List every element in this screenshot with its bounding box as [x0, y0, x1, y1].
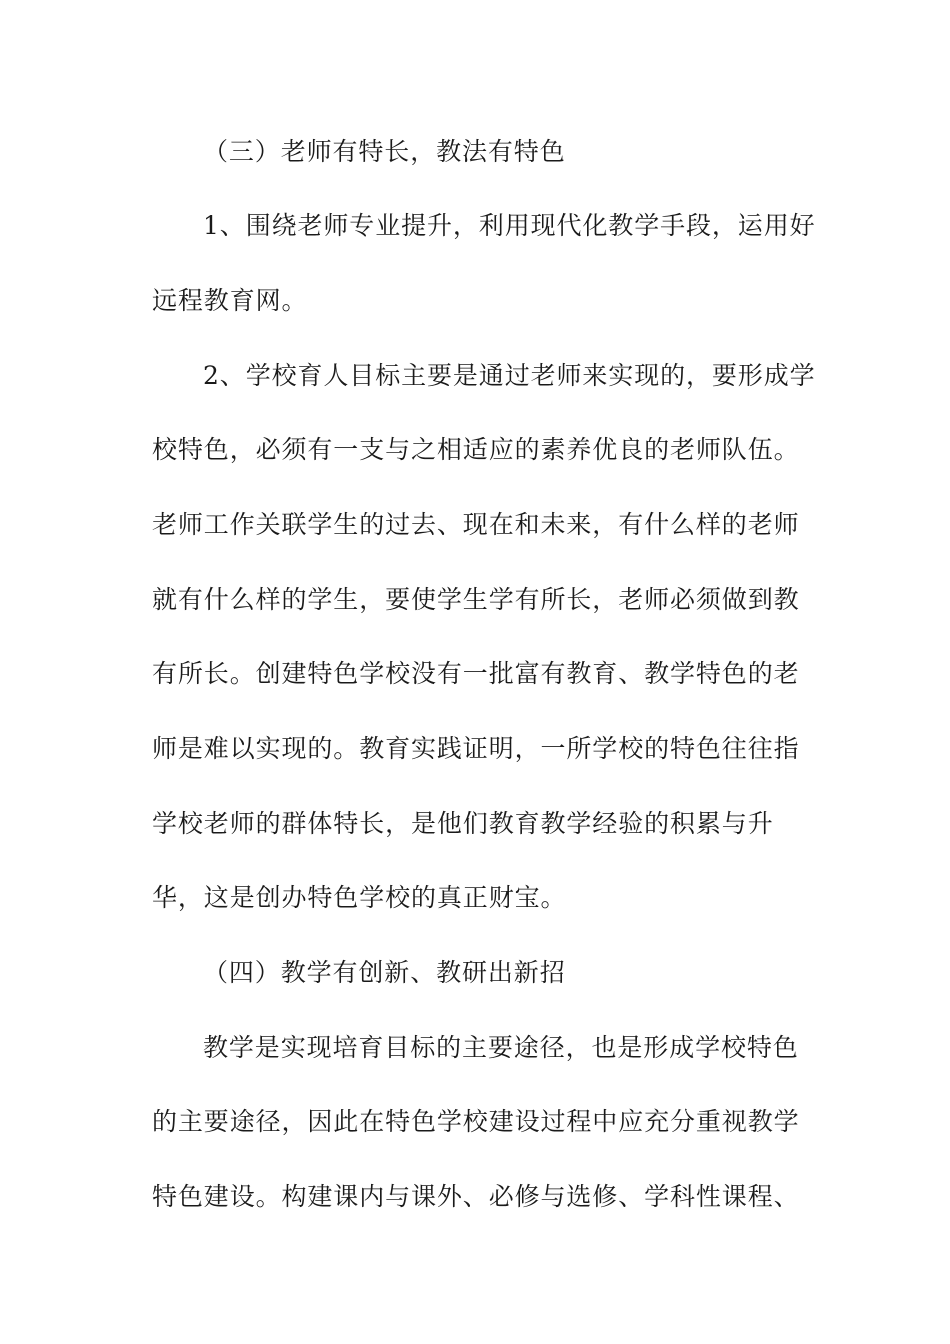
paragraph-line: 1、围绕老师专业提升，利用现代化教学手段，运用好	[203, 211, 816, 240]
paragraph-line: 特色建设。构建课内与课外、必修与选修、学科性课程、	[152, 1182, 800, 1211]
paragraph-line: 学校老师的群体特长，是他们教育教学经验的积累与升	[152, 809, 774, 838]
paragraph-line: 老师工作关联学生的过去、现在和未来，有什么样的老师	[152, 510, 800, 539]
paragraph-line: 的主要途径，因此在特色学校建设过程中应充分重视教学	[152, 1107, 800, 1136]
paragraph-line: 教学是实现培育目标的主要途径，也是形成学校特色	[203, 1033, 799, 1062]
paragraph-line: 就有什么样的学生，要使学生学有所长，老师必须做到教	[152, 585, 800, 614]
paragraph-line: 远程教育网。	[152, 286, 308, 315]
paragraph-line: 2、学校育人目标主要是通过老师来实现的，要形成学	[203, 361, 816, 390]
paragraph-line: 师是难以实现的。教育实践证明，一所学校的特色往往指	[152, 734, 800, 763]
paragraph-line: 校特色，必须有一支与之相适应的素养优良的老师队伍。	[152, 435, 800, 464]
section-heading-3: （三）老师有特长，教法有特色	[203, 137, 566, 166]
paragraph-line: 有所长。创建特色学校没有一批富有教育、教学特色的老	[152, 659, 800, 688]
section-heading-4: （四）教学有创新、教研出新招	[203, 958, 566, 987]
paragraph-line: 华，这是创办特色学校的真正财宝。	[152, 883, 567, 912]
